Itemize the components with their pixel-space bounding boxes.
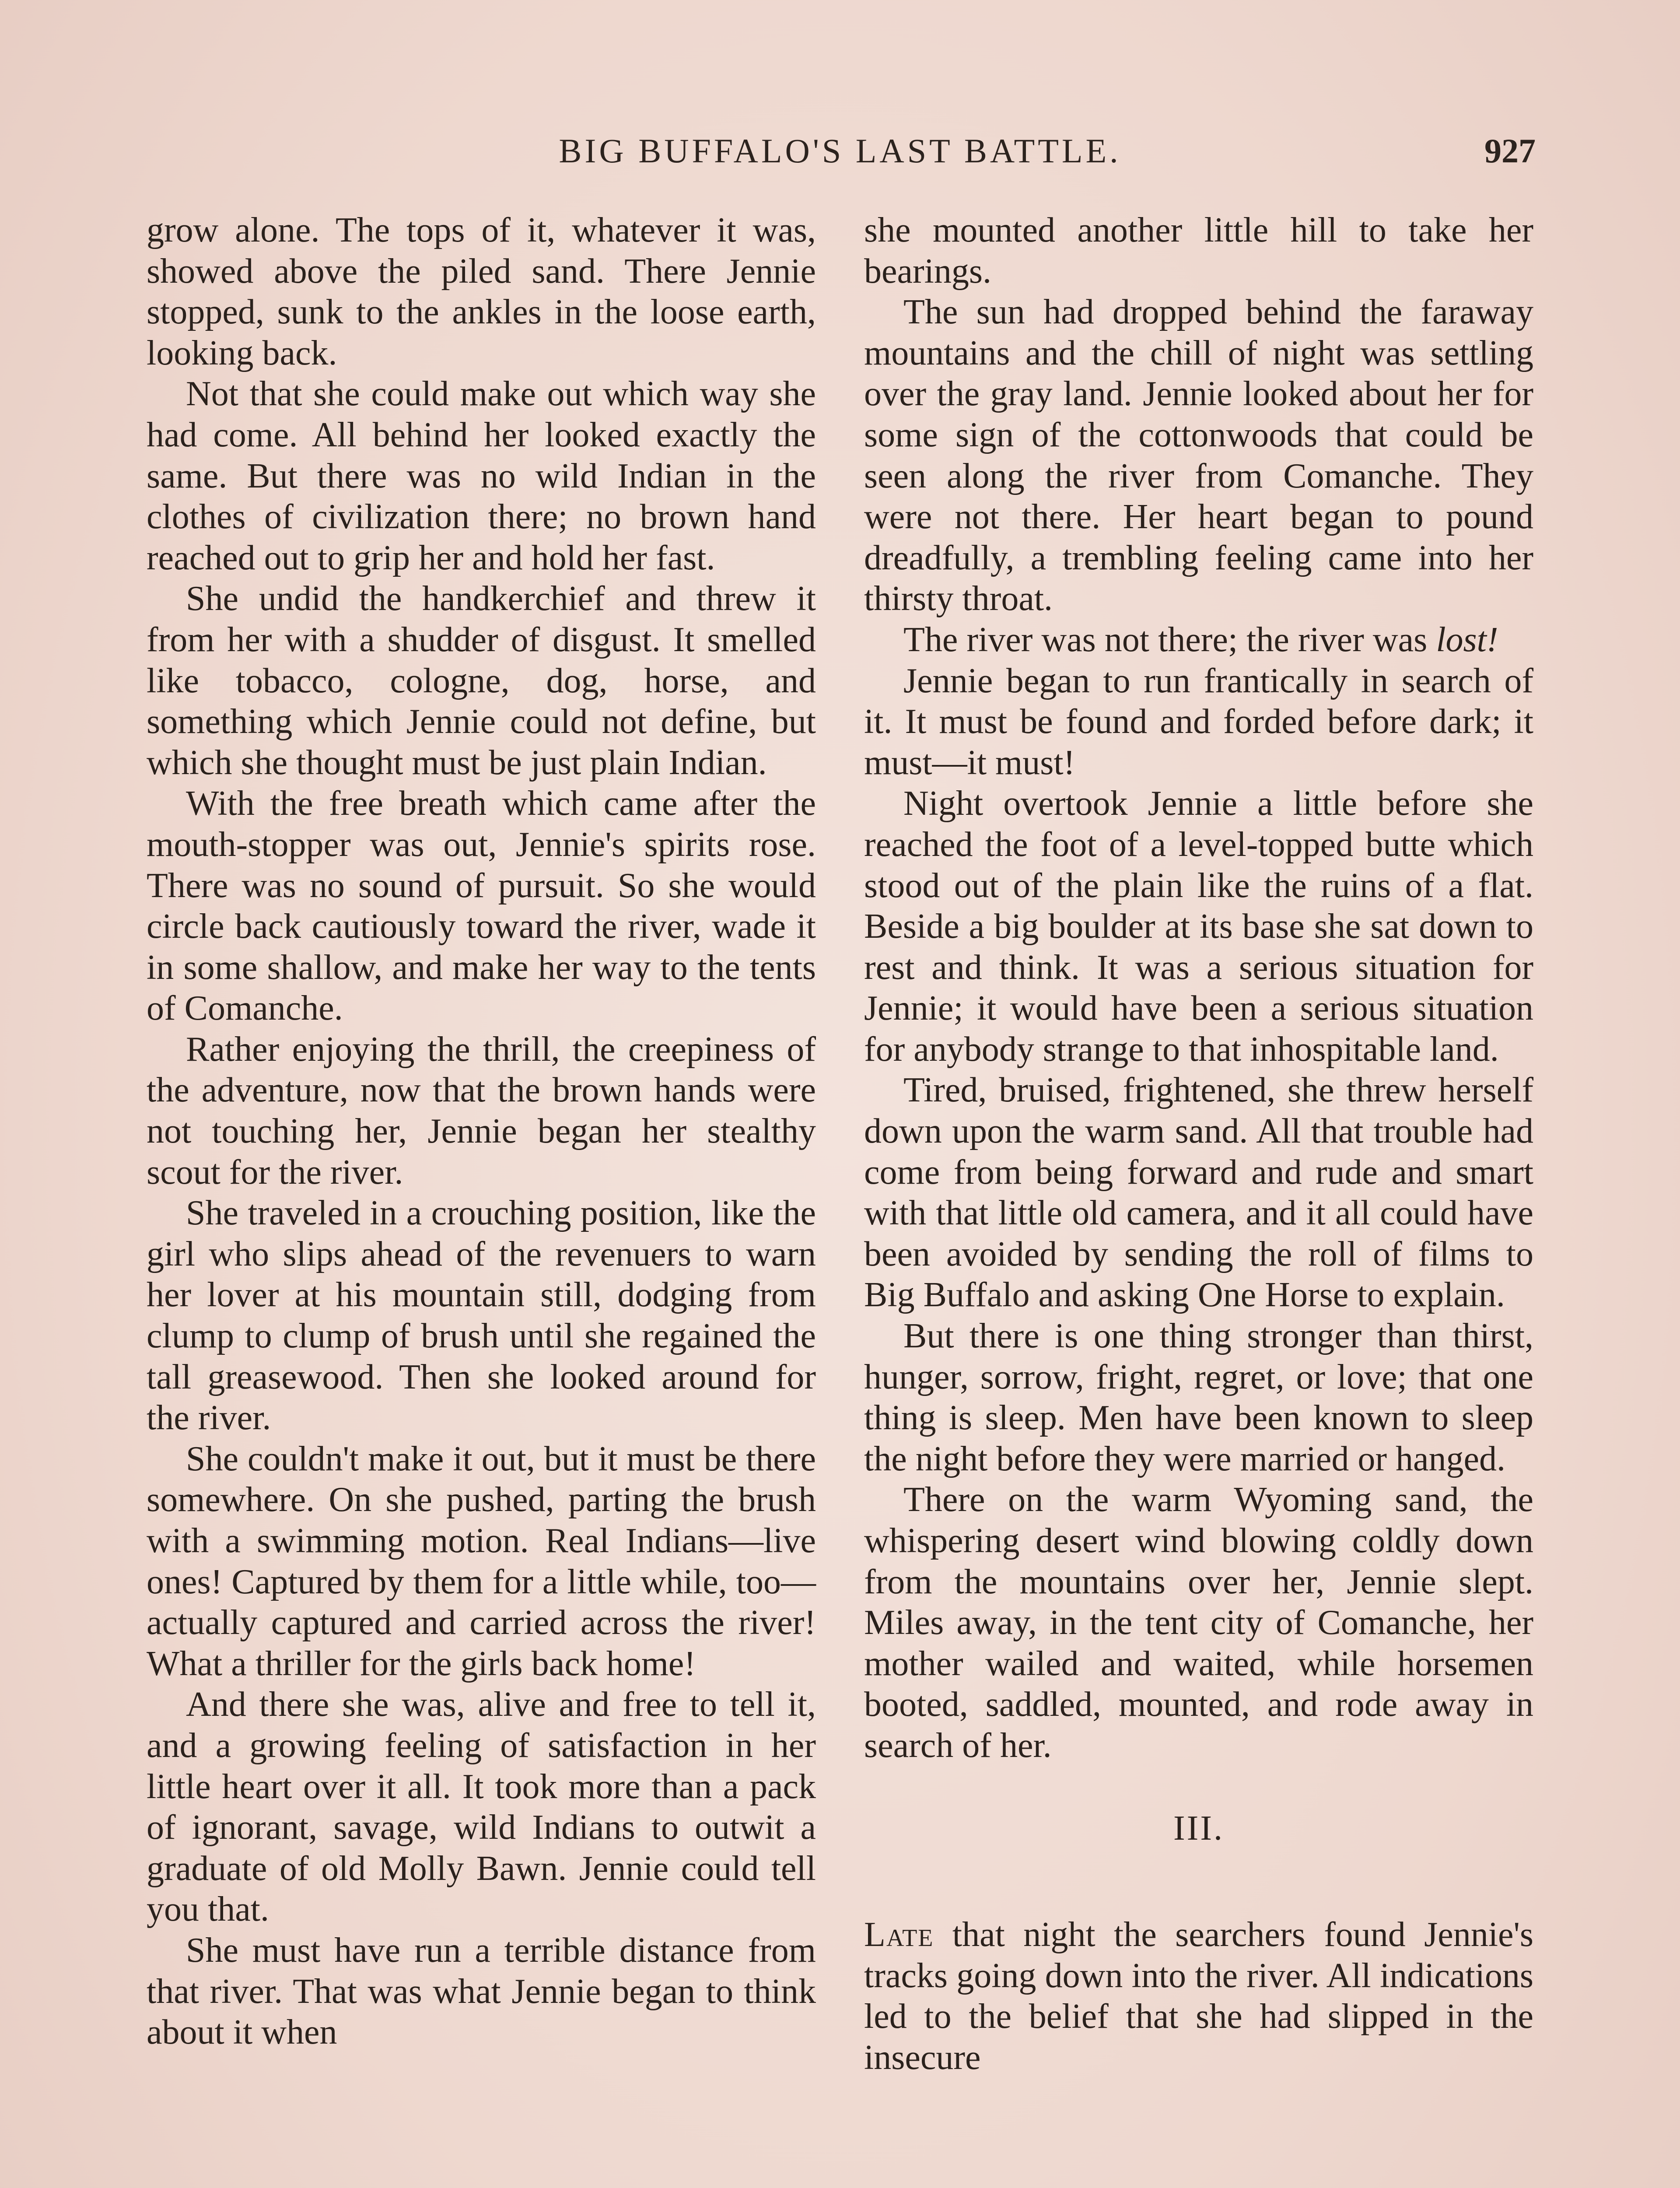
paragraph-text: that night the searchers found Jennie's tracks going down into the river. All indications led to the belief that she had slipped in the insecure [864,1915,1533,2077]
drop-lead-word: Late [864,1915,934,1954]
paragraph: Jennie began to run frantically in search of it. It must be found and forded before dark; it must—it must! [864,661,1533,782]
paragraph: she mounted another little hill to take her bearings. [864,211,1533,291]
paragraph: Night overtook Jennie a little before she reached the foot of a level-topped butte which stood out of the plain like the ruins of a flat. Beside a big boulder at its base she sat down to rest and think. It was a serious situation for Jennie; it would have been a serious situation for anybody strange to that inhospitable land. [864,784,1533,1069]
paragraph: She undid the handkerchief and threw it from her with a shudder of disgust. It smelled like tobacco, cologne, dog, horse, and something which Jennie could not define, but which she thought must be just plain Indian. [147,579,816,782]
paragraph-text: The river was not there; the river was [903,620,1436,659]
paragraph: With the free breath which came after the mouth-stopper was out, Jennie's spirits rose. There was no sound of pursuit. So she would circle back cautiously toward the river, wade it in some shallow, and make her way to the tents of Comanche. [147,784,816,1028]
paragraph: She couldn't make it out, but it must be there somewhere. On she pushed, parting the brush with a swimming motion. Real Indians—live ones! Captured by them for a little while, too—actually captured and carried across the river! What a thriller for the girls back home! [147,1439,816,1683]
paragraph: She traveled in a crouching position, like the girl who slips ahead of the revenuers to warn her lover at his mountain still, dodging from clump to clump of brush until she regained the tall greasewood. Then she looked around for the river. [147,1194,816,1438]
paragraph: Tired, bruised, frightened, she threw herself down upon the warm sand. All that trouble had come from being forward and rude and smart with that little old camera, and it all could have been avoided by sending the roll of films to Big Buffalo and asking One Horse to explain. [864,1071,1533,1315]
section-heading: III. [1173,1809,1224,1848]
paragraph [864,620,1533,661]
left-column [147,210,816,2053]
paragraph: She must have run a terrible distance from that river. That was what Jennie began to think about it when [147,1931,816,2052]
paragraph: But there is one thing stronger than thirst, hunger, sorrow, fright, regret, or love; that one thing is sleep. Men have been known to sleep the night before they were married or hanged. [864,1317,1533,1478]
page-header [144,131,1536,184]
paragraph: The sun had dropped behind the faraway mountains and the chill of night was settling over the gray land. Jennie looked about her for some sign of the cottonwoods that could be seen along the river from Comanche. They were not there. Her heart began to pound dreadfully, a trembling feeling came into her thirsty throat. [864,293,1533,618]
running-title: BIG BUFFALO'S LAST BATTLE. [559,132,1121,170]
paragraph: And there she was, alive and free to tell it, and a growing feeling of satisfaction in her little heart over it all. It took more than a pack of ignorant, savage, wild Indians to outwit a graduate of old Molly Bawn. Jennie could tell you that. [147,1685,816,1929]
paragraph: There on the warm Wyoming sand, the whispering desert wind blowing coldly down from the mountains over her, Jennie slept. Miles away, in the tent city of Comanche, her mother wailed and waited, while horsemen booted, saddled, mounted, and rode away in search of her. [864,1480,1533,1765]
right-column [864,210,1533,2079]
page-number: 927 [1484,132,1536,170]
paragraph: Rather enjoying the thrill, the creepiness of the adventure, now that the brown hands were not touching her, Jennie began her stealthy scout for the river. [147,1030,816,1192]
paragraph: grow alone. The tops of it, whatever it was, showed above the piled sand. There Jennie stopped, sunk to the ankles in the loose earth, looking back. [147,211,816,372]
paragraph [864,1914,1533,2078]
emphasis-text: lost! [1436,620,1498,659]
paragraph: Not that she could make out which way she had come. All behind her looked exactly the same. But there was no wild Indian in the clothes of civilization there; no brown hand reached out to grip her and hold her fast. [147,375,816,577]
